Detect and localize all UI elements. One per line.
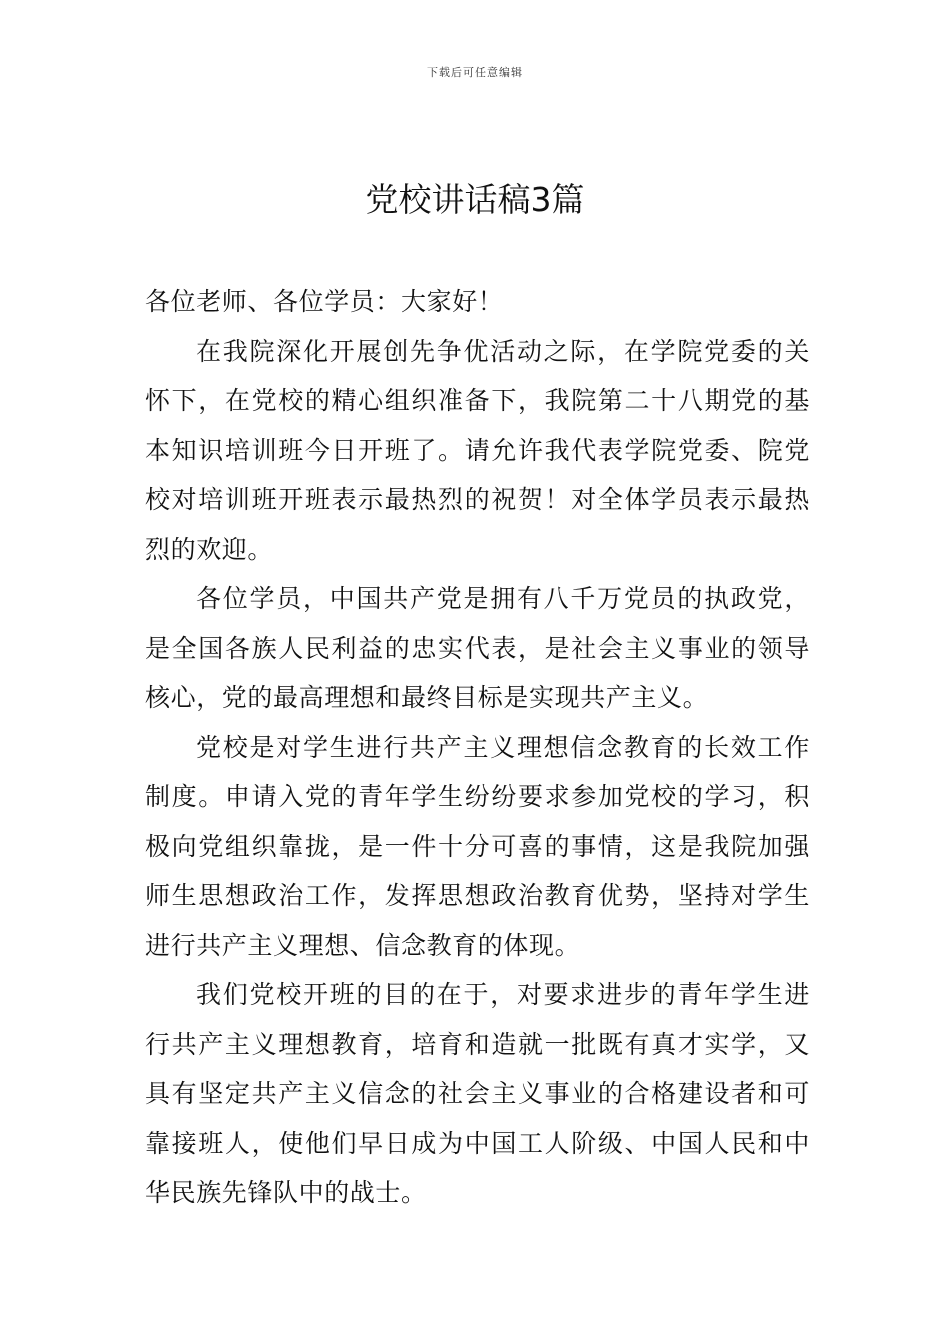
paragraph-1: 在我院深化开展创先争优活动之际，在学院党委的关怀下，在党校的精心组织准备下，我院第二十八期党的基本知识培训班今日开班了。请允许我代表学院党委、院党校对培训班开班表示最热烈的祝贺！对全体学员表示最热烈的欢迎。 <box>145 336 810 564</box>
paragraph-4: 我们党校开班的目的在于，对要求进步的青年学生进行共产主义理想教育，培育和造就一批既有真才实学，又具有坚定共产主义信念的社会主义事业的合格建设者和可靠接班人，使他们早日成为中国工人阶级、中国人民和中华民族先锋队中的战士。 <box>145 980 810 1207</box>
document-body <box>145 277 810 1218</box>
paragraph-3: 党校是对学生进行共产主义理想信念教育的长效工作制度。申请入党的青年学生纷纷要求参加党校的学习，积极向党组织靠拢，是一件十分可喜的事情，这是我院加强师生思想政治工作，发挥思想政治教育优势，坚持对学生进行共产主义理想、信念教育的体现。 <box>145 732 810 960</box>
salutation: 各位老师、各位学员：大家好！ <box>145 287 504 316</box>
paragraph-2: 各位学员，中国共产党是拥有八千万党员的执政党，是全国各族人民利益的忠实代表，是社会主义事业的领导核心，党的最高理想和最终目标是实现共产主义。 <box>145 584 810 712</box>
page-header-note: 下载后可任意编辑 <box>427 66 523 79</box>
document-title: 党校讲话稿3篇 <box>365 180 585 219</box>
